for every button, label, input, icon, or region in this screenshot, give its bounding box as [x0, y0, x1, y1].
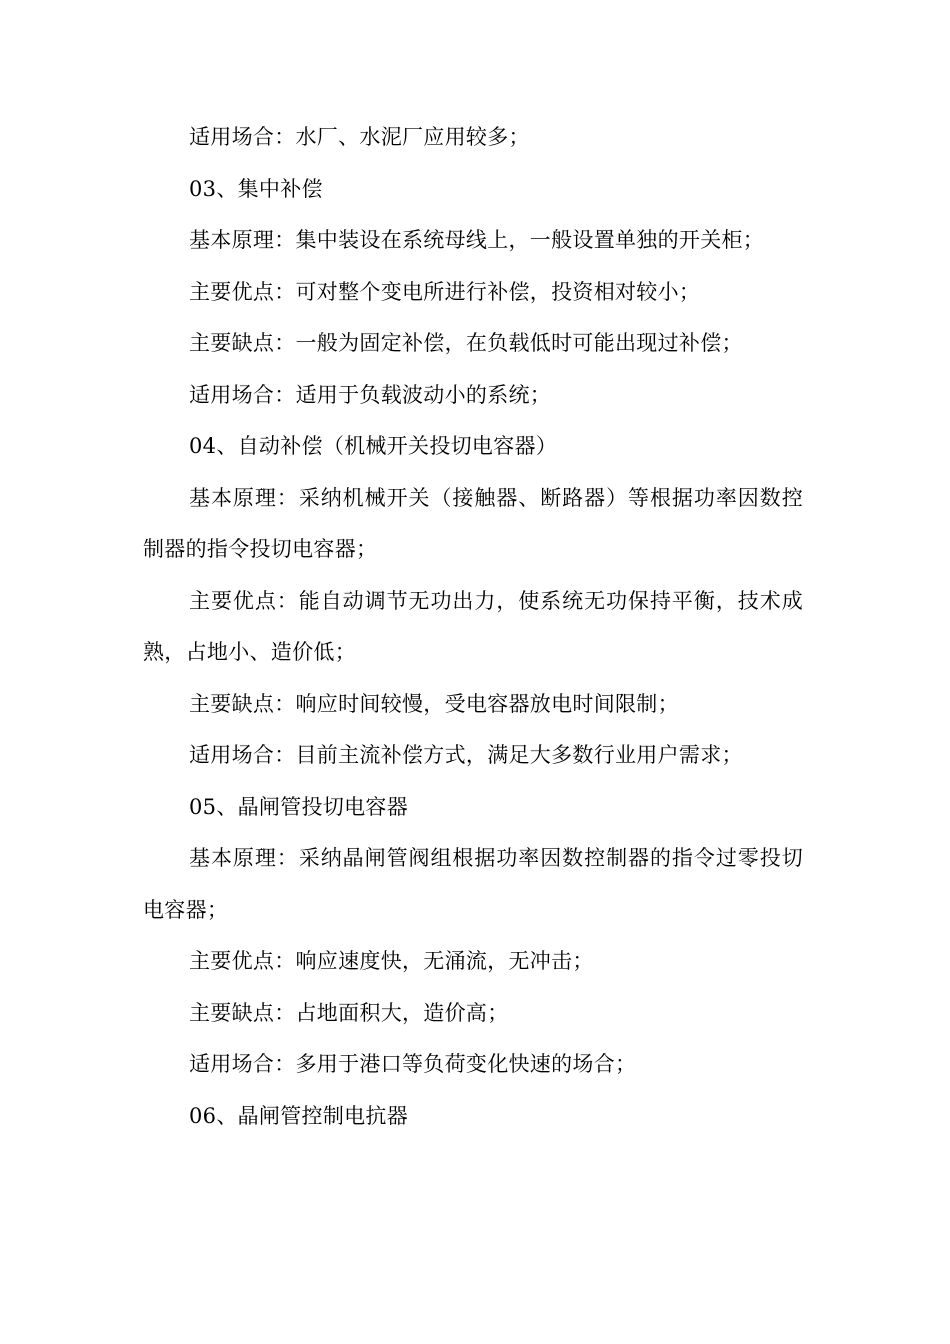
- section-heading-06: 06、晶闸管控制电抗器: [189, 1103, 409, 1128]
- section-heading-04: 04、自动补偿（机械开关投切电容器）: [189, 434, 558, 458]
- paragraph-disadvantages-03: 主要缺点：一般为固定补偿，在负载低时可能出现过补偿；: [189, 331, 743, 355]
- paragraph-applicable-occasion-04: 适用场合：目前主流补偿方式，满足大多数行业用户需求；: [189, 743, 743, 767]
- paragraph-basic-principle-04: 基本原理：采纳机械开关（接触器、断路器）等根据功率因数控制器的指令投切电容器；: [143, 485, 803, 561]
- section-heading-05: 05、晶闸管投切电容器: [189, 794, 409, 819]
- paragraph-disadvantages-04: 主要缺点：响应时间较慢，受电容器放电时间限制；: [189, 691, 679, 716]
- paragraph-advantages-05: 主要优点：响应速度快，无涌流，无冲击；: [189, 949, 594, 973]
- paragraph-advantages-03: 主要优点：可对整个变电所进行补偿，投资相对较小；: [189, 279, 701, 304]
- paragraph-basic-principle-03: 基本原理：集中装设在系统母线上，一般设置单独的开关柜；: [189, 228, 765, 252]
- paragraph-basic-principle-05: 基本原理：采纳晶闸管阀组根据功率因数控制器的指令过零投切电容器；: [143, 846, 803, 922]
- paragraph-applicable-occasion-03: 适用场合：适用于负载波动小的系统；: [189, 382, 552, 407]
- paragraph-applicable-occasion-05: 适用场合：多用于港口等负荷变化快速的场合；: [189, 1052, 637, 1076]
- paragraph-disadvantages-05: 主要缺点：占地面积大，造价高；: [189, 1000, 509, 1025]
- paragraph-applicable-occasion-1: 适用场合：水厂、水泥厂应用较多；: [189, 125, 530, 149]
- document-body: [143, 112, 803, 1142]
- section-heading-03: 03、集中补偿: [189, 176, 323, 201]
- paragraph-advantages-04: 主要优点：能自动调节无功出力，使系统无功保持平衡，技术成熟，占地小、造价低；: [143, 588, 803, 664]
